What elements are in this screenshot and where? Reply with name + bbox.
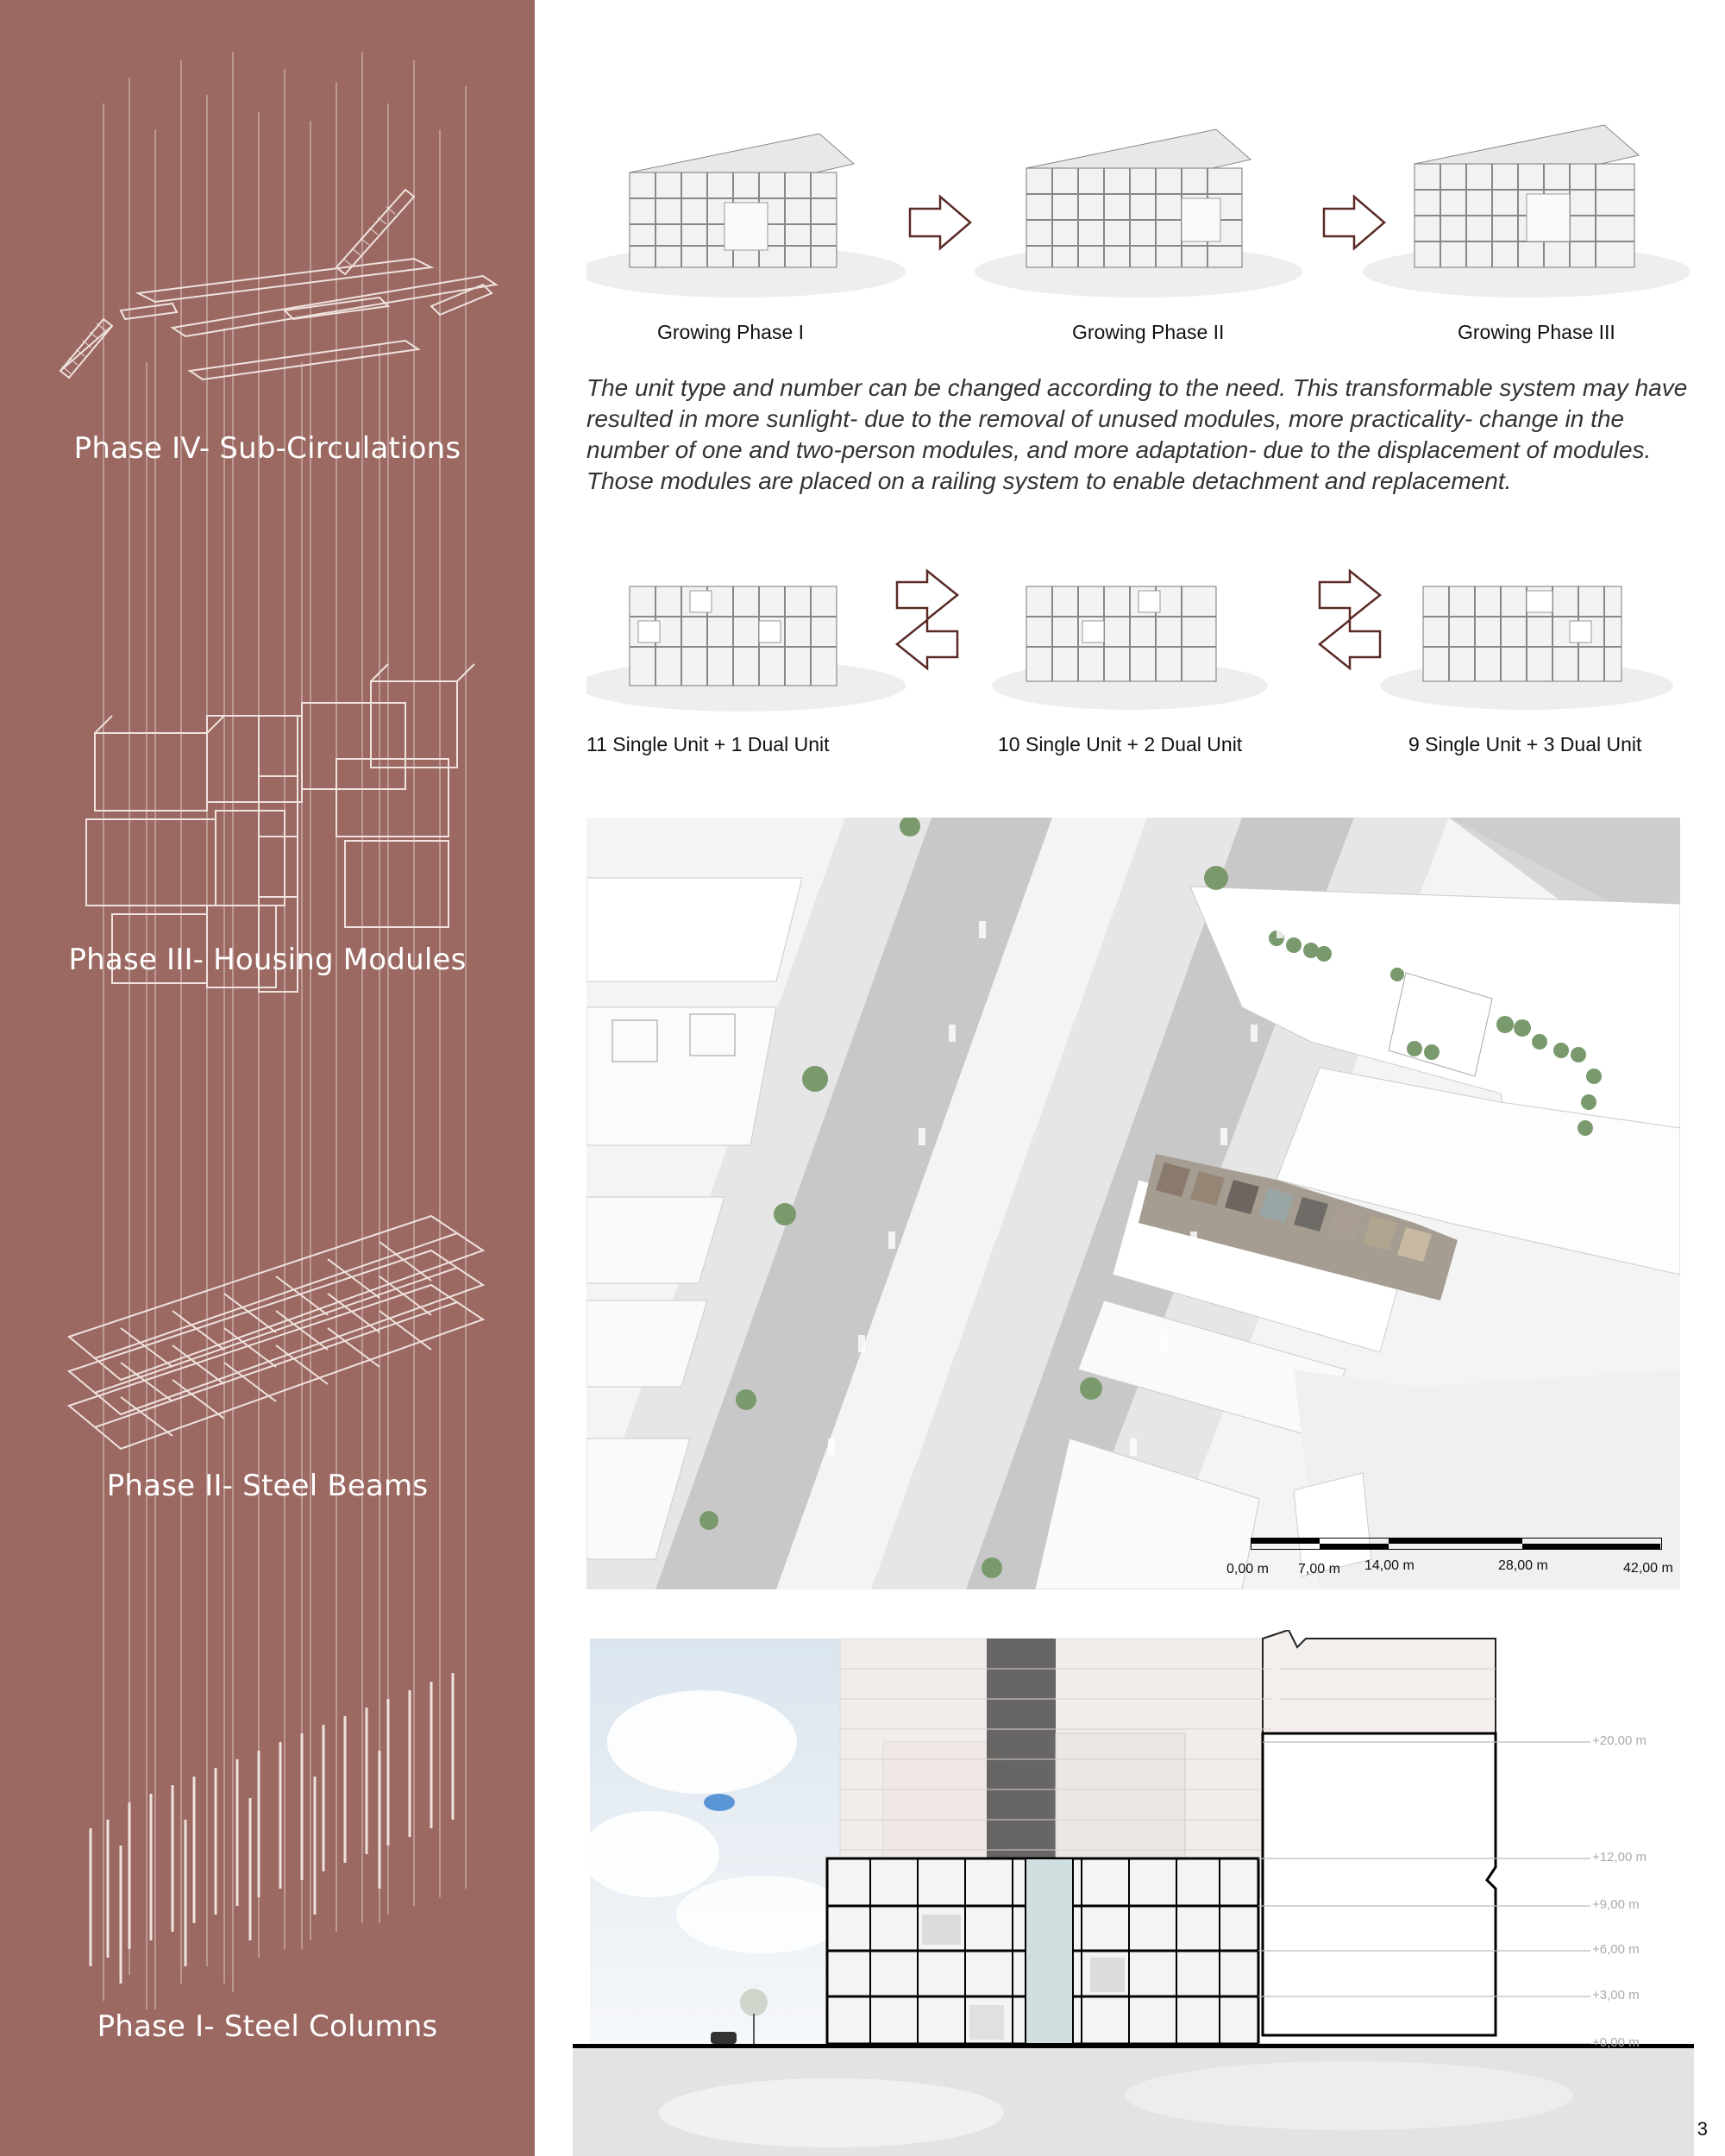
config-9-caption: 9 Single Unit + 3 Dual Unit (1408, 733, 1642, 755)
level-3: +3,00 m (1592, 1988, 1640, 2002)
level-6: +6,00 m (1592, 1942, 1640, 1957)
car (711, 2032, 737, 2044)
building-section (573, 1630, 1694, 2156)
sub-circulation-drawing (60, 190, 496, 379)
level-0: +0,00 m (1592, 2035, 1640, 2050)
growing-phase-iii-caption: Growing Phase III (1458, 321, 1615, 343)
scale-label-28: 28,00 m (1498, 1558, 1548, 1573)
config-10-caption: 10 Single Unit + 2 Dual Unit (998, 733, 1243, 755)
scale-label-0: 0,00 m (1226, 1562, 1269, 1576)
exploded-axonometric-drawing (0, 0, 535, 2156)
phase-i-label: Phase I- Steel Columns (97, 2009, 438, 2044)
arrow-left-icon (897, 620, 957, 668)
phase-ii-label: Phase II- Steel Beams (106, 1469, 429, 1503)
steel-columns-drawing (91, 1673, 453, 1984)
config-11-single-model (586, 586, 906, 711)
arrow-right-icon (910, 197, 970, 248)
project-section (827, 1858, 1258, 2044)
arrow-right-icon (897, 571, 957, 619)
growing-phase-i-caption: Growing Phase I (657, 321, 805, 343)
level-20: +20,00 m (1592, 1733, 1647, 1748)
page-number: 3 (1697, 2118, 1708, 2140)
level-12: +12,00 m (1592, 1850, 1647, 1865)
growing-phases-drawings (586, 112, 1699, 310)
arrow-left-icon (1320, 620, 1380, 668)
level-9: +9,00 m (1592, 1897, 1640, 1912)
exploded-axonometric-panel (0, 0, 535, 2156)
steel-beams-drawing (69, 1216, 483, 1449)
config-9-single-model (1380, 586, 1673, 710)
arrow-right-icon (1320, 571, 1380, 619)
description-text: The unit type and number can be changed according to the need. This transformable system may have resulted in more sunlight- due to the removal of unused modules, more practicality- change in the number of one and two-person modules, and more adaptation- due to the displacement of modules. Those modules are placed on a railing system to enable detachment and replacement. (586, 374, 1688, 494)
growing-phase-ii-caption: Growing Phase II (1072, 321, 1225, 343)
growing-phase-iii-model (1363, 125, 1690, 298)
unit-configurations-drawings (586, 535, 1699, 724)
phase-iv-label: Phase IV- Sub-Circulations (73, 431, 461, 466)
scale-label-7: 7,00 m (1298, 1562, 1340, 1576)
scale-label-42: 42,00 m (1623, 1561, 1673, 1576)
site-plan (586, 818, 1680, 1589)
config-11-caption: 11 Single Unit + 1 Dual Unit (586, 733, 830, 755)
growing-phase-i-model (586, 134, 906, 298)
scale-bar (1251, 1538, 1661, 1550)
growing-phase-ii-model (975, 129, 1302, 298)
scale-label-14: 14,00 m (1364, 1558, 1414, 1573)
config-10-single-model (992, 586, 1268, 710)
elevator-core (1026, 1858, 1073, 2044)
phase-iii-label: Phase III- Housing Modules (68, 943, 467, 977)
arrow-right-icon (1324, 197, 1384, 248)
